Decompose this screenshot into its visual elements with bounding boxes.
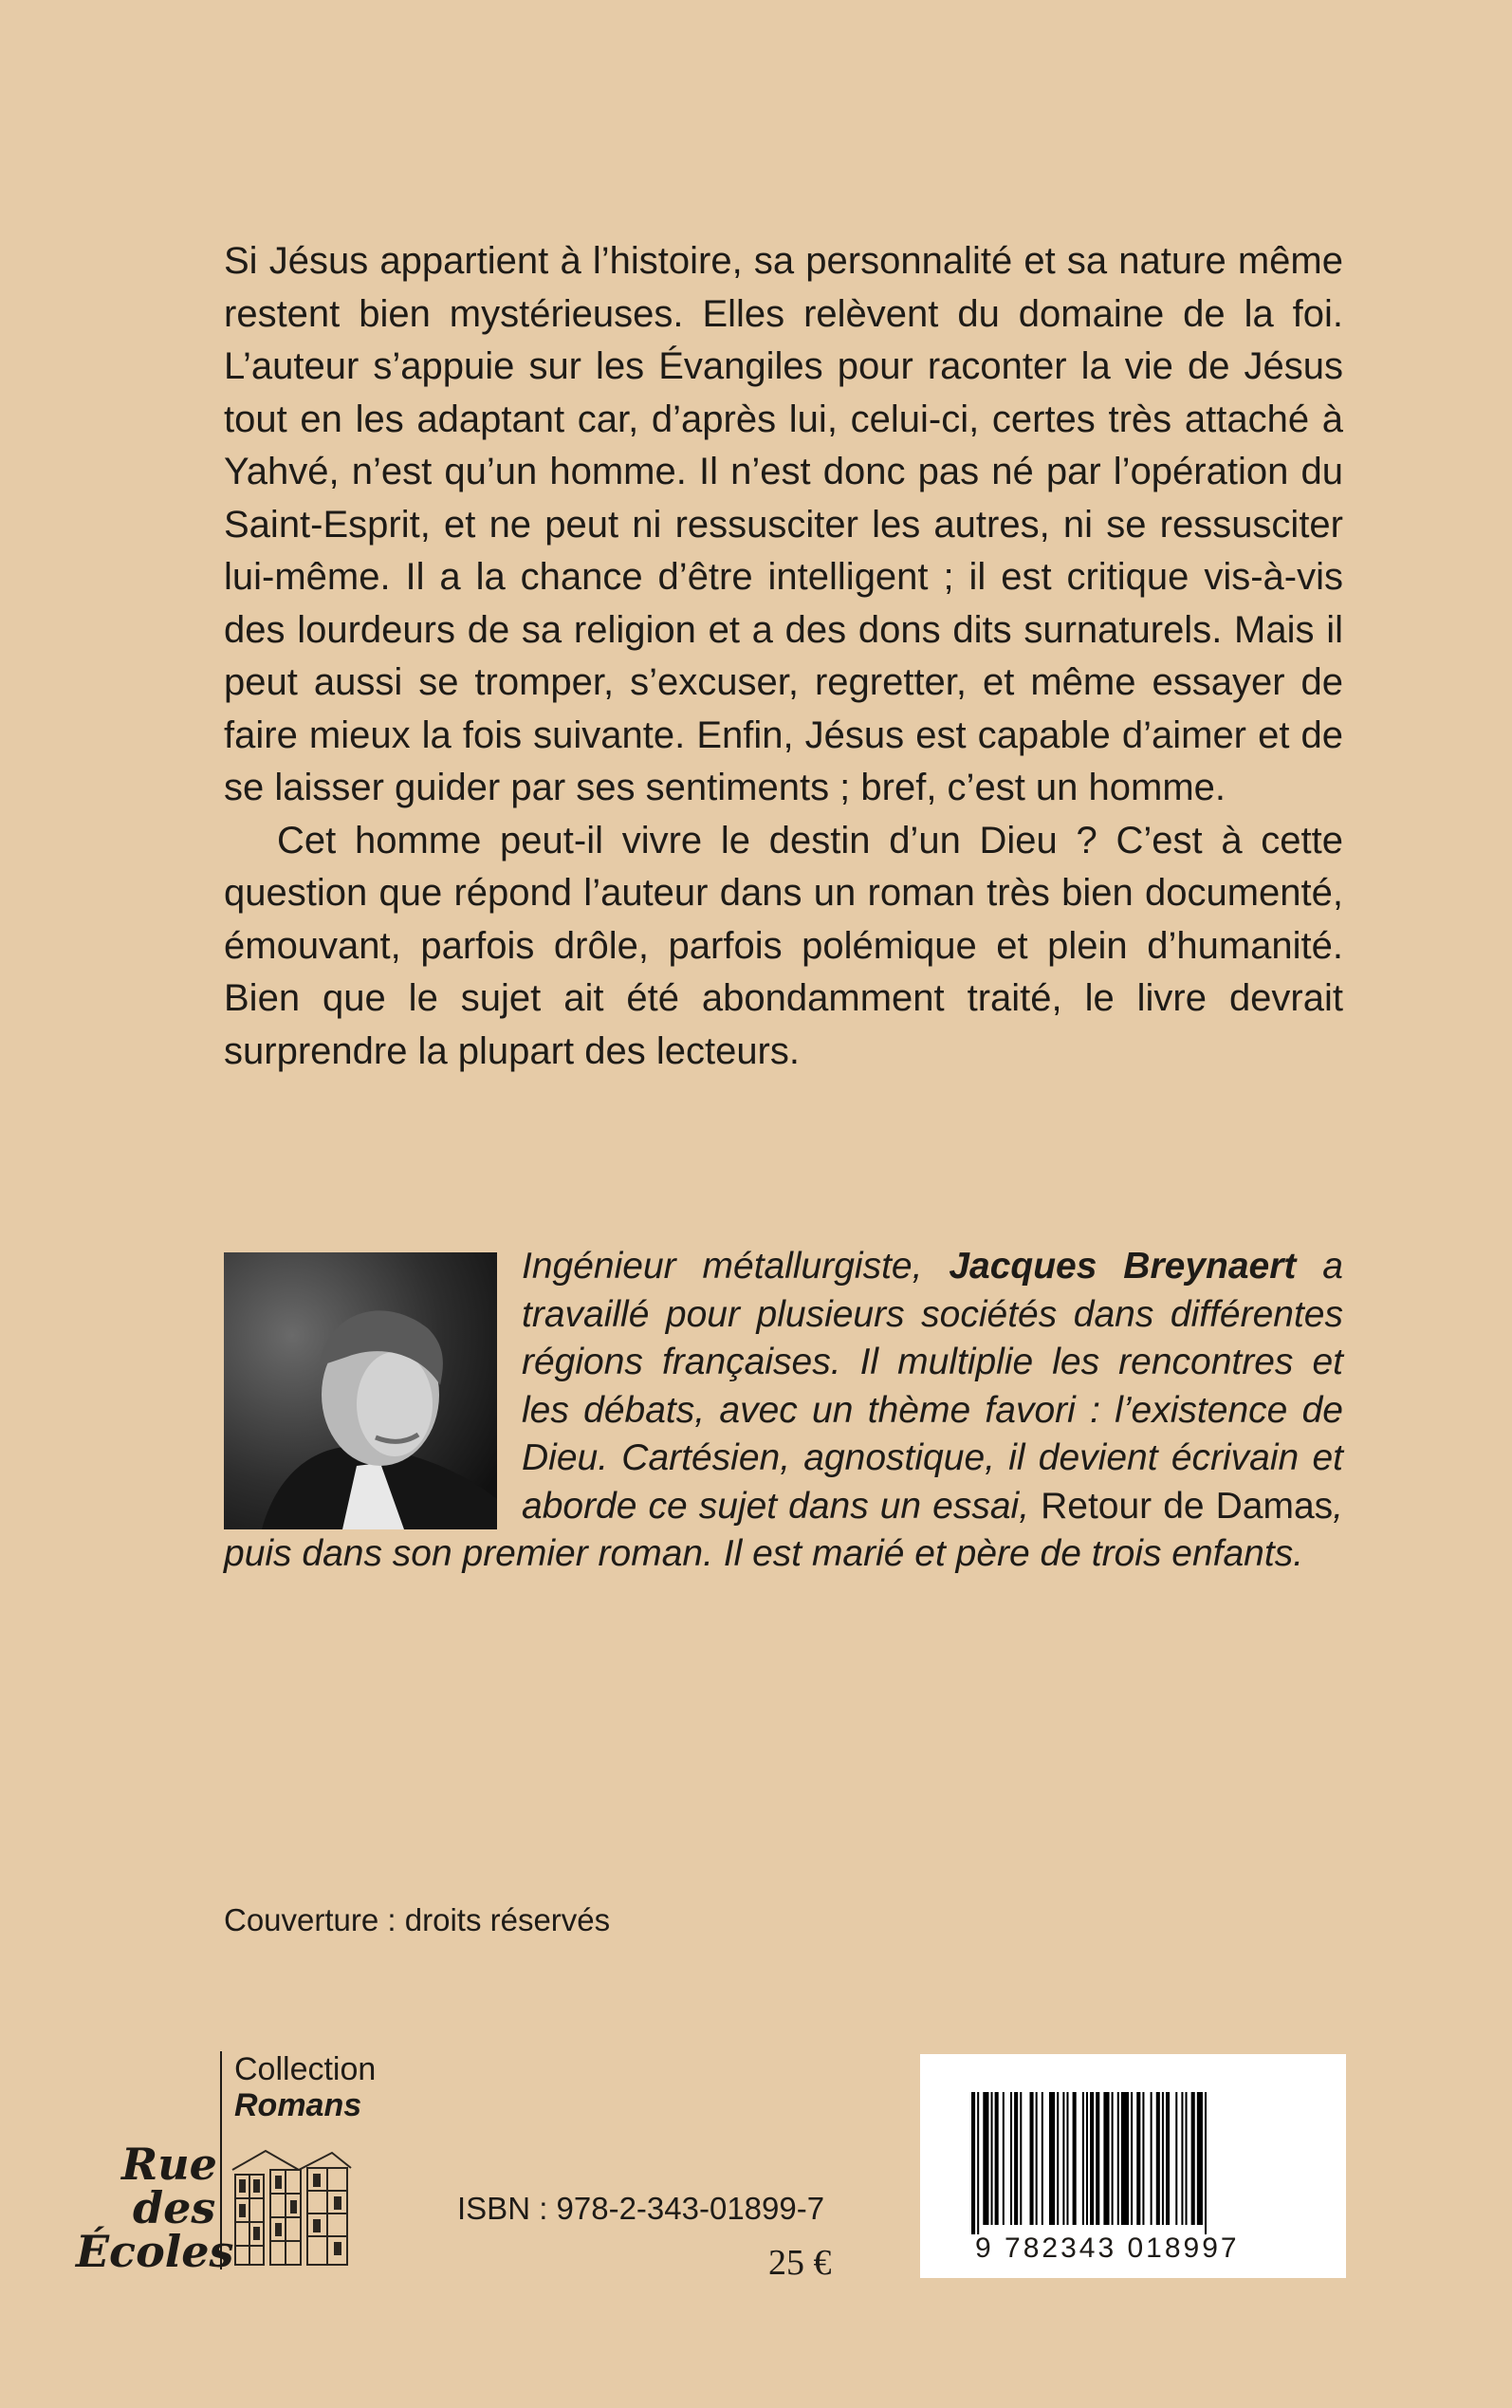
author-photo: [224, 1252, 497, 1529]
barcode-bar: [991, 2092, 993, 2225]
bio-text-2: , puis dans son premier roman. Il est marié et père de trois enfants.: [224, 1485, 1343, 1574]
barcode-bar: [1131, 2092, 1133, 2225]
publisher-logo-line-2: des: [133, 2182, 216, 2233]
barcode-bar: [1003, 2092, 1005, 2225]
barcode-bar: [1181, 2092, 1183, 2225]
author-name: Jacques Breynaert: [949, 1246, 1297, 1287]
barcode-bar: [1062, 2092, 1064, 2225]
barcode-bar: [1014, 2092, 1018, 2225]
barcode-bar: [1030, 2092, 1034, 2225]
barcode-bar: [1151, 2092, 1152, 2225]
collection-label: Collection: [234, 2051, 377, 2087]
publisher-logo-line-1: Rue: [121, 2139, 217, 2190]
barcode-bar: [1103, 2092, 1109, 2225]
barcode-bar: [1049, 2092, 1055, 2225]
essay-title: Retour de Damas: [1041, 1485, 1334, 1527]
barcode-bar: [1186, 2092, 1188, 2225]
barcode-bar: [1042, 2092, 1043, 2225]
back-cover-blurb: [224, 235, 1343, 1078]
author-bio: [224, 1243, 1343, 1579]
barcode-bar: [1020, 2092, 1022, 2225]
barcode-bar: [1175, 2092, 1177, 2225]
publisher-logo-line-3: Écoles: [76, 2226, 234, 2277]
barcode: [920, 2054, 1346, 2278]
barcode-bar: [1057, 2092, 1059, 2225]
barcode-bar: [1036, 2092, 1038, 2225]
isbn: ISBN : 978-2-343-01899-7: [457, 2191, 825, 2226]
barcode-bar: [995, 2092, 999, 2225]
cover-credit: Couverture : droits réservés: [224, 1902, 611, 1937]
barcode-bar: [1197, 2092, 1203, 2225]
barcode-bar: [1121, 2092, 1129, 2225]
collection-block: [220, 2051, 377, 2269]
blurb-paragraph-2: Cet homme peut-il vivre le destin d’un Dieu ? C’est à cette question que répond l’auteur dans un roman très bien documenté, émouvant, parfois drôle, parfois polémique et plein d’humanité. Bien que le sujet ait été abondamment traité, le livre devrait surprendre la plupart des lecteurs.: [224, 819, 1343, 1072]
bio-intro: Ingénieur métallurgiste,: [522, 1246, 950, 1287]
blurb-paragraph-1: Si Jésus appartient à l’histoire, sa personnalité et sa nature même restent bien mystérieuses. Elles relèvent du domaine de la foi. L’auteur s’appuie sur les Évangiles pour raconter la vie de Jésus tout en les adaptant car, d’après lui, celui-ci, certes très attaché à Yahvé, n’est qu’un homme. Il n’est donc pas né par l’opération du Saint-Esprit, et ne peut ni ressusciter les autres, ni se ressusciter lui-même. Il a la chance d’être intelligent ; il est critique vis-à-vis des lourdeurs de sa religion et a des dons dits surnaturels. Mais il peut aussi se tromper, s’excuser, regretter, et même essayer de faire mieux la fois suivante. Enfin, Jésus est capable d’aimer et de se laisser guider par ses sentiments ; bref, c’est un homme.: [224, 240, 1343, 808]
barcode-bar: [1142, 2092, 1144, 2225]
barcode-bar: [1073, 2092, 1077, 2225]
barcode-bar: [1162, 2092, 1164, 2225]
barcode-bar: [1112, 2092, 1114, 2225]
barcode-bar: [1066, 2092, 1068, 2225]
barcode-bar: [1156, 2092, 1160, 2225]
barcode-bar: [1205, 2092, 1207, 2234]
barcode-bar: [971, 2092, 975, 2234]
price: 25 €: [768, 2243, 832, 2283]
barcode-bar: [977, 2092, 979, 2234]
barcode-digits: 9 782343 018997: [975, 2232, 1240, 2264]
barcode-bar: [1136, 2092, 1140, 2225]
barcode-bar: [1086, 2092, 1088, 2225]
rooftops-illustration: [228, 2141, 353, 2269]
barcode-bar: [1166, 2092, 1170, 2225]
barcode-bar: [1096, 2092, 1099, 2225]
barcode-bar: [1082, 2092, 1084, 2225]
barcode-bars: [968, 2092, 1300, 2234]
bio-text-1: a travaillé pour plusieurs sociétés dans différentes régions françaises. Il multiplie les rencontres et les débats, avec un thème favori : l’existence de Dieu. Cartésien, agnostique, il devient écrivain et aborde ce sujet dans un essai,: [522, 1246, 1343, 1527]
barcode-bar: [1191, 2092, 1195, 2225]
barcode-bar: [1010, 2092, 1012, 2225]
barcode-bar: [983, 2092, 988, 2225]
barcode-bar: [1117, 2092, 1119, 2225]
barcode-bar: [1090, 2092, 1094, 2225]
collection-series: Romans: [234, 2087, 362, 2123]
